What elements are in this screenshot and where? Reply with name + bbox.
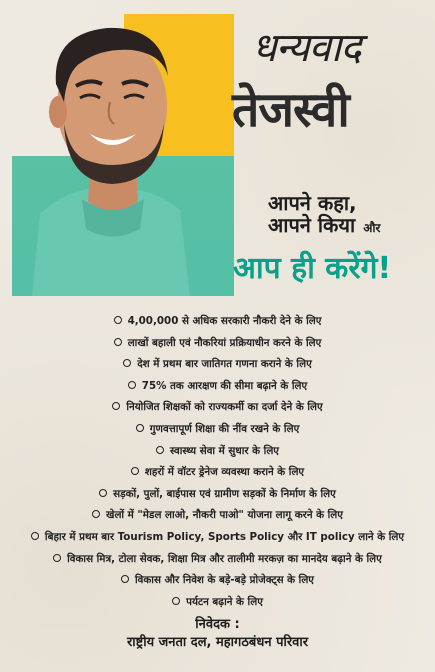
issuer-block (0, 616, 435, 652)
tagline (268, 192, 428, 237)
list-item: सड़कों, पुलों, बाईपास एवं ग्रामीण सड़कों के निर्माण के लिए (0, 484, 435, 506)
issuer-label: निवेदक : (195, 617, 240, 632)
bullet-icon (156, 446, 164, 454)
list-item: विकास मित्र, टोला सेवक, शिक्षा मित्र और तालीमी मरकज़ का मानदेय बढ़ाने के लिए (0, 549, 435, 571)
portrait-photo (12, 14, 222, 296)
bullet-icon (112, 402, 120, 410)
bullet-icon (53, 554, 61, 562)
list-item: स्वास्थ्य सेवा में सुधार के लिए (0, 441, 435, 463)
bullet-icon (121, 575, 129, 583)
bullet-icon (172, 597, 180, 605)
achievement-list (0, 311, 435, 613)
list-item: विकास और निवेश के बड़े-बड़े प्रोजेक्ट्स के लिए (0, 570, 435, 592)
bullet-icon (114, 316, 122, 324)
list-item: 75% तक आरक्षण की सीमा बढ़ाने के लिए (0, 376, 435, 398)
list-item: बिहार में प्रथम बार Tourism Policy, Sports Policy और IT policy लाने के लिए (0, 527, 435, 549)
bullet-icon (128, 381, 136, 389)
list-item: खेलों में "मेडल लाओ, नौकरी पाओ" योजना लागू करने के लिए (0, 505, 435, 527)
list-item: देश में प्रथम बार जातिगत गणना कराने के लिए (0, 354, 435, 376)
bullet-icon (31, 532, 39, 540)
bullet-icon (92, 510, 100, 518)
list-item: पर्यटन बढ़ाने के लिए (0, 592, 435, 614)
headline-thanks: धन्यवाद (252, 25, 361, 71)
list-item: नियोजित शिक्षकों को राज्यकर्मी का दर्जा देने के लिए (0, 397, 435, 419)
list-item: 4,00,000 से अधिक सरकारी नौकरी देने के लिए (0, 311, 435, 333)
tagline-conjunction: और (363, 221, 381, 235)
bullet-icon (136, 424, 144, 432)
bullet-icon (99, 489, 107, 497)
tagline-line-2: आपने किया (268, 213, 356, 237)
list-item: लाखों बहाली एवं नौकरियां प्रक्रियाधीन करने के लिए (0, 333, 435, 355)
list-item: गुणवत्तापूर्ण शिक्षा की नींव रखने के लिए (0, 419, 435, 441)
slogan: आप ही करेंगे! (233, 251, 392, 286)
headline-name: तेजस्वी (232, 82, 349, 138)
bullet-icon (131, 467, 139, 475)
issuer-organization: राष्ट्रीय जनता दल, महागठबंधन परिवार (126, 635, 309, 650)
list-item: शहरों में वॉटर ड्रेनेज व्यवस्था कराने के लिए (0, 462, 435, 484)
tagline-line-1: आपने कहा, (268, 191, 357, 215)
bullet-icon (114, 338, 122, 346)
bullet-icon (123, 359, 131, 367)
